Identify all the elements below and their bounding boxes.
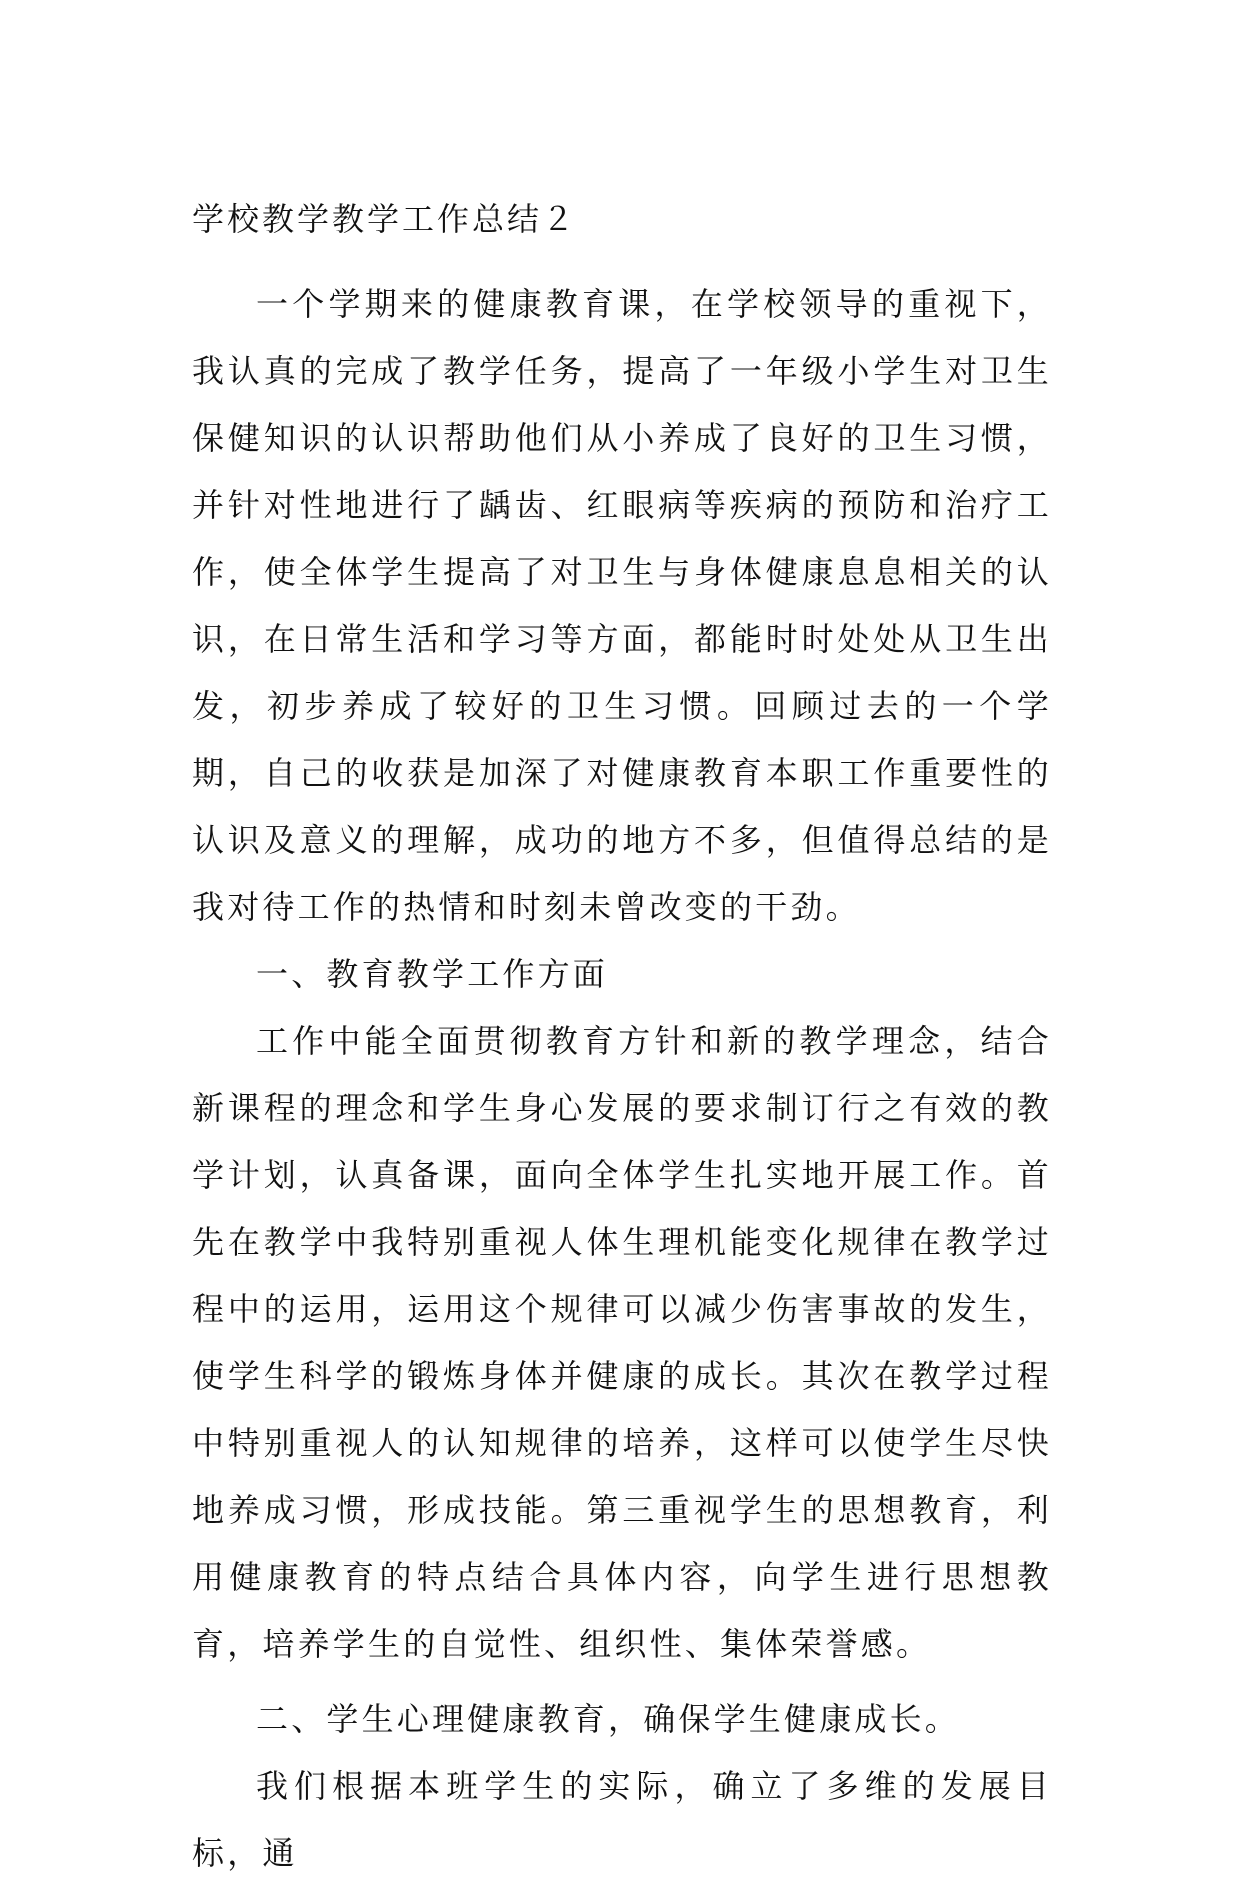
- document-title: 学校教学教学工作总结２: [192, 200, 578, 238]
- paragraph-section-2: 我们根据本班学生的实际，确立了多维的发展目标，通: [192, 1767, 1052, 1872]
- document-body: [192, 271, 1052, 1887]
- section-heading-1: 一、教育教学工作方面: [256, 955, 609, 993]
- section-heading-2: 二、学生心理健康教育，确保学生健康成长。: [256, 1700, 961, 1738]
- paragraph-section-1: 工作中能全面贯彻教育方针和新的教学理念，结合新课程的理念和学生身心发展的要求制订行之有效的教学计划，认真备课，面向全体学生扎实地开展工作。首先在教学中我特别重视人体生理机能变化规律在教学过程中的运用，运用这个规律可以减少伤害事故的发生，使学生科学的锻炼身体并健康的成长。其次在教学过程中特别重视人的认知规律的培养，这样可以使学生尽快地养成习惯，形成技能。第三重视学生的思想教育，利用健康教育的特点结合具体内容，向学生进行思想教育，培养学生的自觉性、组织性、集体荣誉感。: [192, 1022, 1052, 1663]
- paragraph-intro: 一个学期来的健康教育课，在学校领导的重视下，我认真的完成了教学任务，提高了一年级小学生对卫生保健知识的认识帮助他们从小养成了良好的卫生习惯，并针对性地进行了龋齿、红眼病等疾病的预防和治疗工作，使全体学生提高了对卫生与身体健康息息相关的认识，在日常生活和学习等方面，都能时时处处从卫生出发，初步养成了较好的卫生习惯。回顾过去的一个学期，自己的收获是加深了对健康教育本职工作重要性的认识及意义的理解，成功的地方不多，但值得总结的是我对待工作的热情和时刻未曾改变的干劲。: [192, 285, 1052, 926]
